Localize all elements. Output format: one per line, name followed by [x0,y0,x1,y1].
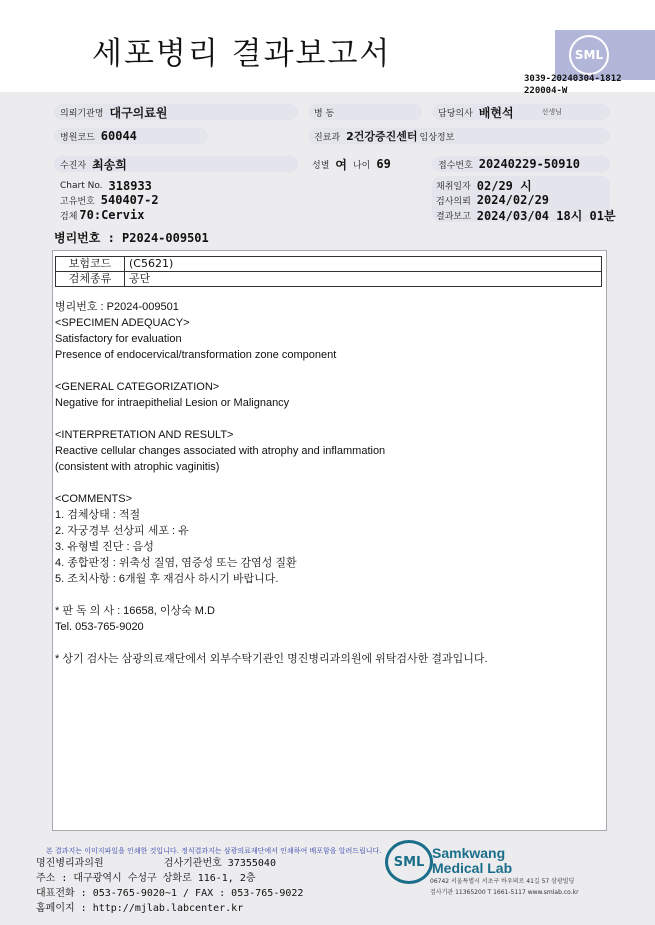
sml-logo-icon: SML [569,35,609,75]
lab-address [430,876,579,898]
report-line: <INTERPRETATION AND RESULT> [55,429,234,441]
age-value: 69 [376,157,391,171]
report-line: 5. 조치사항 : 6개월 후 재검사 하시기 바랍니다. [55,573,279,585]
doctor-label: 담당의사 [438,108,473,119]
report-content [55,299,600,667]
lab-name [432,846,512,876]
specimen-value: 70:Cervix [79,208,145,222]
collect-date-field [436,177,532,193]
insurance-code-label: 보험코드 [56,257,125,272]
report-line: * 판 독 의 사 : 16658, 이상숙 M.D [55,605,215,617]
footer-line: 주소 : 대구광역시 수성구 상화로 116-1, 2층 [36,873,256,884]
report-line: 병리번호 : P2024-009501 [55,301,179,313]
report-line [55,635,600,651]
doctor-value: 배현석 [478,105,514,120]
department-label: 진료과 [314,132,341,143]
lab-address-line1: 06742 서울특별시 서초구 바우뫼로 41길 57 삼광빌딩 [430,878,575,885]
sex-label: 성별 [312,160,330,171]
report-line [55,475,600,491]
report-line: 2. 자궁경부 선상피 세포 : 유 [55,525,189,537]
chart-no-value: 318933 [108,179,152,193]
specimen-type-value: 공단 [125,272,602,287]
receipt-no-field [432,156,610,172]
institution-label: 의뢰기관명 [60,108,104,119]
department-field [308,128,610,144]
table-row [56,272,602,287]
sex-value: 여 [335,157,347,172]
report-line: <GENERAL CATEGORIZATION> [55,381,220,393]
recipient-value: 최송희 [92,157,127,172]
report-date-label: 결과보고 [436,211,471,222]
ward-field [308,104,422,120]
collect-date-value: 02/29 시 [476,178,532,193]
age-label: 나이 [352,160,371,171]
request-date-value: 2024/02/29 [476,193,550,207]
ward-label: 병 동 [314,108,335,119]
footer-line: 대표전화 : 053-765-9020~1 / FAX : 053-765-9022 [36,888,304,899]
report-body [52,250,607,831]
page-title: 세포병리 결과보고서 [92,36,392,72]
collect-date-label: 채취일자 [436,181,471,192]
lab-logo-icon: SML [385,840,433,884]
report-line: Reactive cellular changes associated with atrophy and inflammation [55,445,386,457]
report-id-line1: 3039-20240304-1812 [524,74,622,84]
footer-contact [36,856,303,916]
report-line: (consistent with atrophic vaginitis) [55,461,220,473]
institution-field [54,104,298,120]
report-line [55,411,600,427]
lab-name-line2: Medical Lab [432,860,513,876]
chart-no-label: Chart No. [60,181,103,191]
table-row [56,257,602,272]
hospital-code-field [54,128,208,144]
footer-note: 본 결과지는 이미지파일을 인쇄한 것입니다. 정식결과지는 삼광의료재단에서 인쇄하여 배포함을 알려드립니다. [46,847,382,855]
report-line: 1. 검체상태 : 적절 [55,509,141,521]
report-line: <SPECIMEN ADEQUACY> [55,317,190,329]
report-line: Tel. 053-765-9020 [55,621,144,633]
report-line: <COMMENTS> [55,493,133,505]
report-line [55,587,600,603]
report-id-line2: 220004-W [524,86,568,96]
footer-line: 홈페이지 : http://mjlab.labcenter.kr [36,903,244,914]
report-date-value: 2024/03/04 18시 01분 [476,208,616,223]
recipient-field [54,156,298,172]
report-line: Satisfactory for evaluation [55,333,182,345]
sex-age-field [312,156,391,172]
lab-name-line1: Samkwang [432,845,506,861]
lab-address-line2: 검사기관 11365200 T 1661-5117 www.smlab.co.kr [430,889,579,896]
specimen-label: 검체 [60,211,78,222]
doctor-field [432,104,610,120]
insurance-code-value: (C5621) [125,257,602,272]
clinical-info-label: 임상정보 [419,132,455,143]
report-line: 4. 종합판정 : 위축성 질염, 염증성 또는 감염성 질환 [55,557,297,569]
hospital-code-label: 병원코드 [60,132,95,143]
pathology-number: 병리번호 : P2024-009501 [54,230,209,245]
request-date-label: 검사의뢰 [436,196,471,207]
report-line: Presence of endocervical/transformation zone component [55,349,337,361]
report-line: * 상기 검사는 삼광의료재단에서 외부수탁기관인 명진병리과의원에 위탁검사한 결과입니다. [55,653,488,665]
unique-no-field [60,192,159,208]
unique-no-value: 540407-2 [100,193,159,207]
recipient-label: 수진자 [60,160,87,171]
receipt-no-label: 접수번호 [438,160,473,171]
footer-line: 명진병리과의원 검사기관번호 37355040 [36,858,276,869]
unique-no-label: 고유번호 [60,196,95,207]
department-value: 2건강증진센터 [346,130,418,143]
report-date-field [436,207,616,223]
report-line: Negative for intraepithelial Lesion or Malignancy [55,397,290,409]
receipt-no-value: 20240229-50910 [478,157,580,171]
insurance-table [55,256,602,287]
report-id [524,73,622,97]
hospital-code-value: 60044 [100,129,137,143]
doctor-suffix: 선생님 [541,108,562,116]
report-line [55,363,600,379]
institution-value: 대구의료원 [109,105,168,120]
report-line: 3. 유형별 진단 : 음성 [55,541,154,553]
specimen-field [60,207,144,223]
specimen-type-label: 검체종류 [56,272,125,287]
